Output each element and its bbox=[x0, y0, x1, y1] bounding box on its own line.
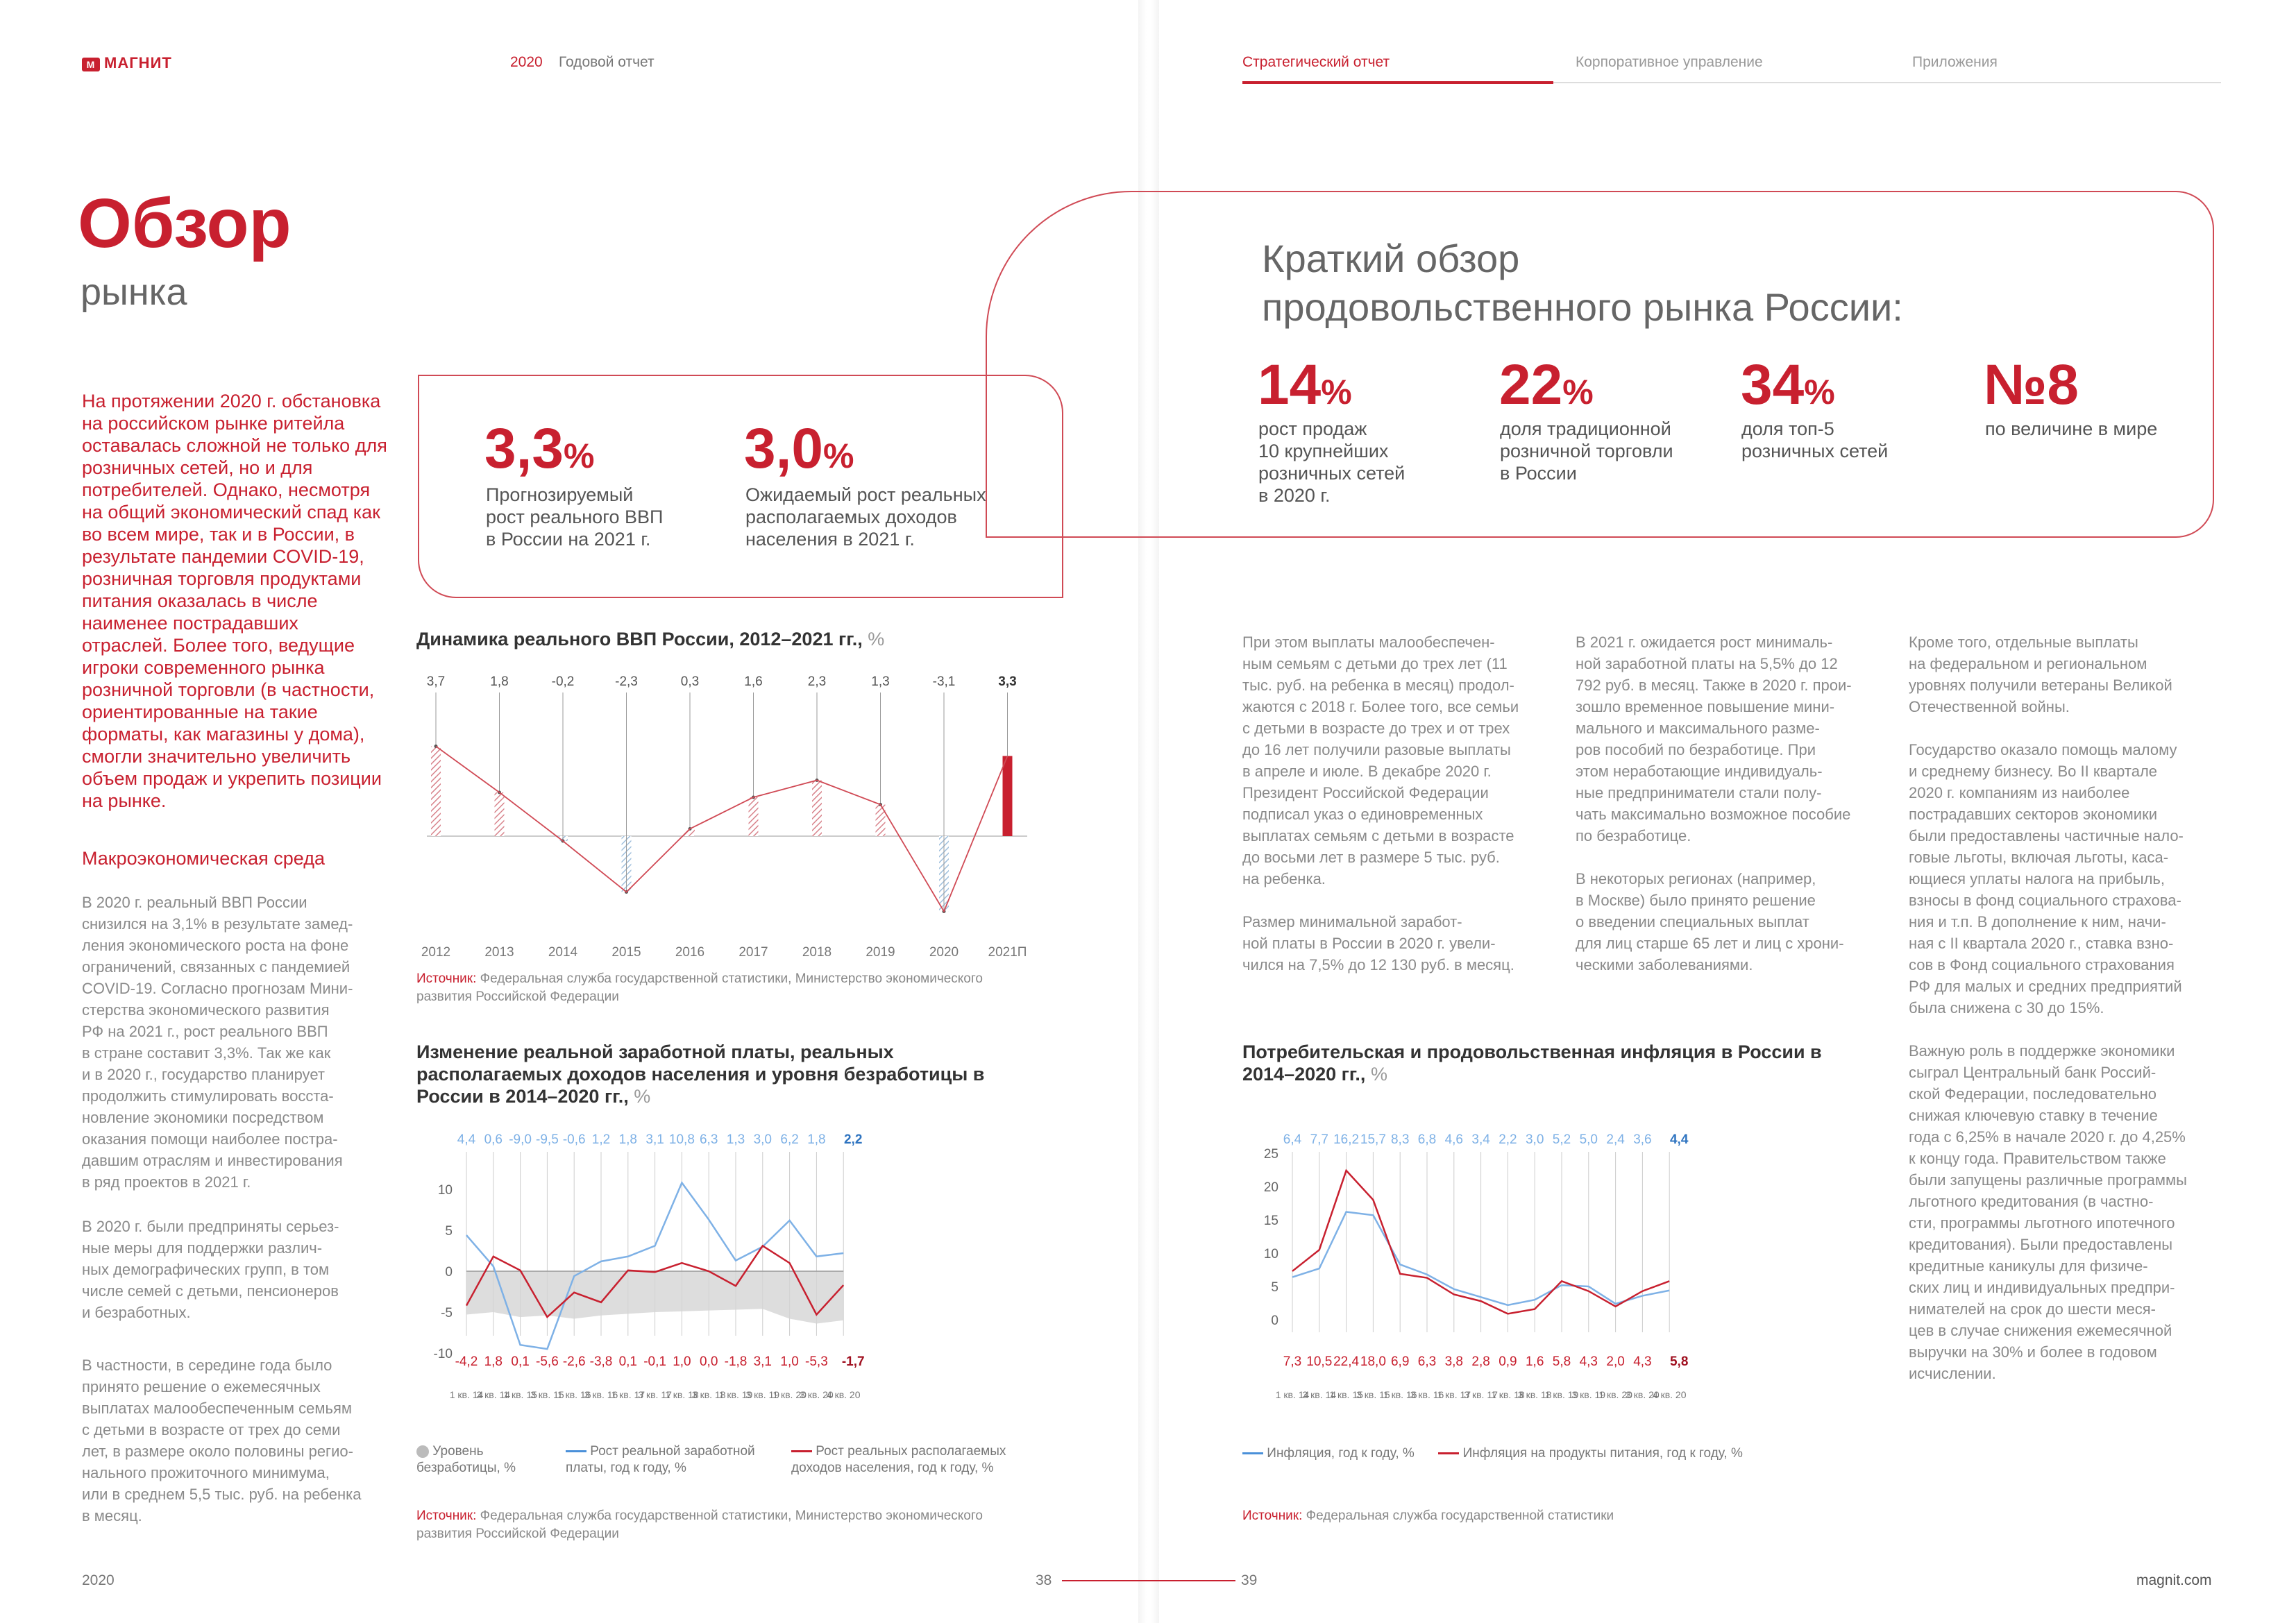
x-tick-label: 1 кв. 18 bbox=[1491, 1389, 1525, 1400]
data-label: 1,3 bbox=[871, 674, 890, 689]
data-label: -3,1 bbox=[932, 674, 956, 689]
data-label: 1,6 bbox=[744, 674, 763, 689]
y-tick-label: 5 bbox=[445, 1224, 453, 1239]
x-tick-label: 3 кв. 18 bbox=[1517, 1389, 1552, 1400]
x-tick-label: 2016 bbox=[675, 945, 705, 960]
data-label: 2,2 bbox=[843, 1132, 863, 1147]
data-label: 1,8 bbox=[490, 674, 509, 689]
data-label: -9,5 bbox=[536, 1132, 559, 1147]
data-label: 4,6 bbox=[1444, 1132, 1464, 1147]
x-tick-label: 1 кв. 20 bbox=[773, 1389, 807, 1400]
overview-kpi-3-text: доля топ-5 розничных сетей bbox=[1741, 418, 1889, 461]
nav-active-indicator bbox=[1242, 81, 1553, 84]
data-label: 1,6 bbox=[1525, 1354, 1544, 1369]
chart-inflation-source: Источник: Федеральная служба государственной статистики bbox=[1242, 1509, 1614, 1523]
data-label: 1,3 bbox=[726, 1132, 745, 1147]
legend-wages: Рост реальной заработной платы, год к году, % bbox=[566, 1444, 755, 1475]
header-year: 2020 bbox=[510, 54, 543, 70]
macro-paragraph-1: В 2020 г. реальный ВВП России снизился на 3,1% в результате замед- ления экономического роста на фоне ограничений, связанных с пандемией COVID-19. Согласно прогнозам Мини- стерства экономического развития РФ на 2021 г., рост реального ВВП в стране составит 3,3%. Так же как и в 2020 г., государство планирует продолжить стимулировать восста- новление экономики посредством оказания помощи наиболее постра- давшим отраслям и инвестирования в ряд проектов в 2021 г. bbox=[82, 894, 353, 1191]
data-label: -9,0 bbox=[509, 1132, 532, 1147]
nav-tab-governance[interactable]: Корпоративное управление bbox=[1576, 54, 1763, 70]
legend-unemployment: Уровень безработицы, % bbox=[416, 1444, 516, 1475]
x-tick-label: 2017 bbox=[738, 945, 768, 960]
x-tick-label: 2020 bbox=[929, 945, 959, 960]
data-label: 22,4 bbox=[1333, 1354, 1360, 1369]
data-label: 6,8 bbox=[1417, 1132, 1437, 1147]
x-tick-label: 3 кв. 15 bbox=[1356, 1389, 1390, 1400]
data-label: 7,7 bbox=[1310, 1132, 1329, 1147]
overview-kpi-1-value: 14% bbox=[1258, 353, 1352, 416]
trend-line bbox=[436, 747, 1008, 912]
x-tick-label: 3 кв. 17 bbox=[1464, 1389, 1498, 1400]
data-label: 4,3 bbox=[1633, 1354, 1652, 1369]
chart-inflation-legend bbox=[1242, 1445, 1867, 1462]
data-label: 16,2 bbox=[1333, 1132, 1360, 1147]
data-label: 0,1 bbox=[511, 1354, 530, 1369]
x-tick-label: 1 кв. 16 bbox=[557, 1389, 591, 1400]
data-label: -5,3 bbox=[805, 1354, 828, 1369]
macro-paragraph-2: В 2020 г. были предприняты серьез- ные меры для поддержки различ- ных демографических групп, в том числе семей с детьми, пенсионеров и безработных. bbox=[82, 1218, 339, 1321]
x-tick-label: 1 кв. 17 bbox=[611, 1389, 645, 1400]
data-label: -5,6 bbox=[536, 1354, 559, 1369]
bar bbox=[749, 797, 759, 836]
x-tick-label: 1 кв. 16 bbox=[1383, 1389, 1417, 1400]
chart-wages-title: Изменение реальной заработной платы, реальных располагаемых доходов населения и уровня безработицы в России в 2014–2020 гг., % bbox=[416, 1042, 985, 1107]
x-tick-label: 2012 bbox=[421, 945, 451, 960]
overview-title: Краткий обзор продовольственного рынка России: bbox=[1262, 237, 1903, 329]
nav-tab-appendix[interactable]: Приложения bbox=[1912, 54, 1998, 70]
footer-year: 2020 bbox=[82, 1572, 115, 1588]
chart-wages bbox=[416, 1124, 1041, 1409]
data-label: 18,0 bbox=[1360, 1354, 1386, 1369]
data-label: 1,8 bbox=[484, 1354, 503, 1369]
data-label: 1,8 bbox=[807, 1132, 826, 1147]
legend-food-inflation: Инфляция на продукты питания, год к году, % bbox=[1462, 1446, 1743, 1461]
data-label: 2,0 bbox=[1606, 1354, 1625, 1369]
y-tick-label: -10 bbox=[433, 1347, 453, 1361]
data-label: 1,2 bbox=[591, 1132, 611, 1147]
lead-paragraph: На протяжении 2020 г. обстановка на российском рынке ритейла оставалась сложной не только для розничных сетей, но и для потребителей. Однако, несмотря на общий экономический спад как во всем мире, так и в России, в результате пандемии COVID-19, розничная торговля продуктами питания оказалась в числе наименее пострадавших отраслей. Более того, ведущие игроки современного рынка розничной торговли (в частности, ориентированные на такие форматы, как магазины у дома), смогли значительно увеличить объем продаж и укрепить позиции на рынке. bbox=[82, 391, 387, 811]
data-label: 6,4 bbox=[1283, 1132, 1302, 1147]
legend-inflation: Инфляция, год к году, % bbox=[1267, 1446, 1415, 1461]
data-label: 3,1 bbox=[645, 1132, 664, 1147]
data-label: 7,3 bbox=[1283, 1354, 1302, 1369]
bar bbox=[431, 747, 441, 837]
data-label: -2,3 bbox=[615, 674, 638, 689]
data-label: 0,6 bbox=[484, 1132, 503, 1147]
data-label: 3,3 bbox=[998, 674, 1017, 689]
data-label: 8,3 bbox=[1390, 1132, 1410, 1147]
data-label: 2,2 bbox=[1499, 1132, 1517, 1147]
data-label: 6,3 bbox=[1417, 1354, 1437, 1369]
line-icon bbox=[566, 1450, 586, 1452]
x-tick-label: 3 кв. 19 bbox=[745, 1389, 780, 1400]
overview-kpi-4-value: №8 bbox=[1984, 353, 2079, 416]
x-tick-label: 1 кв. 17 bbox=[1437, 1389, 1471, 1400]
kpi-gdp-text: Прогнозируемый рост реального ВВП в России на 2021 г. bbox=[486, 484, 664, 550]
data-label: 0,0 bbox=[699, 1354, 718, 1369]
text-column-2: В 2021 г. ожидается рост минималь- ной заработной платы на 5,5% до 12 792 руб. в месяц. Также в 2020 г. прои- зошло временное повышение мини- мального и максимального разме- ров пособий по безработице. При этом неработающие индивидуаль- ные предприниматели стали полу- чать максимально возможное пособие по безработице. В некоторых регионах (например, в Москве) было принято решение о введении специальных выплат для лиц старше 65 лет и лиц с хрони- ческими заболеваниями. bbox=[1576, 634, 1852, 974]
x-tick-label: 2021П bbox=[988, 945, 1027, 960]
macro-paragraph-3: В частности, в середине года было принято решение о ежемесячных выплатах малообеспеченным семьям с детьми в возрасте от трех до семи лет, в размере около половины регио- нального прожиточного минимума, или в среднем 5,5 тыс. руб. на ребенка в месяц. bbox=[82, 1357, 362, 1524]
data-label: 15,7 bbox=[1360, 1132, 1386, 1147]
kpi-income-text: Ожидаемый рост реальных располагаемых доходов населения в 2021 г. bbox=[745, 484, 986, 550]
bar bbox=[812, 781, 822, 837]
brand-logo[interactable]: M МАГНИТ bbox=[82, 54, 172, 72]
chart-inflation-title: Потребительская и продовольственная инфляция в России в 2014–2020 гг., % bbox=[1242, 1042, 1822, 1085]
x-tick-label: 1 кв. 20 bbox=[1598, 1389, 1632, 1400]
chart-gdp-source: Источник: Федеральная служба государственной статистики, Министерство экономического развития Российской Федерации bbox=[416, 971, 983, 1004]
data-label: -1,7 bbox=[841, 1354, 865, 1369]
footer-divider bbox=[1062, 1580, 1235, 1581]
kpi-income-value: 3,0% bbox=[744, 417, 854, 480]
data-label: 3,0 bbox=[1525, 1132, 1544, 1147]
line-icon bbox=[791, 1450, 812, 1452]
header-report: Годовой отчет bbox=[559, 54, 655, 70]
data-label: -0,2 bbox=[551, 674, 575, 689]
data-label: 10,5 bbox=[1306, 1354, 1333, 1369]
x-tick-label: 4 кв. 20 bbox=[826, 1389, 861, 1400]
x-tick-label: 3 кв. 16 bbox=[584, 1389, 618, 1400]
data-label: 2,4 bbox=[1606, 1132, 1625, 1147]
page-number-right: 39 bbox=[1241, 1572, 1258, 1588]
data-label: -2,6 bbox=[562, 1354, 586, 1369]
x-tick-label: 1 кв. 15 bbox=[1329, 1389, 1363, 1400]
chart-wages-source: Источник: Федеральная служба государственной статистики, Министерство экономического развития Российской Федерации bbox=[416, 1509, 983, 1541]
data-label: 6,2 bbox=[780, 1132, 799, 1147]
data-label: 4,3 bbox=[1579, 1354, 1598, 1369]
data-label: 10,8 bbox=[668, 1132, 695, 1147]
data-label: 5,8 bbox=[1669, 1354, 1689, 1369]
x-tick-label: 4 кв. 20 bbox=[1652, 1389, 1687, 1400]
data-label: 1,8 bbox=[618, 1132, 638, 1147]
line-icon bbox=[1438, 1452, 1459, 1454]
data-label: 4,4 bbox=[1669, 1132, 1689, 1147]
footer-site[interactable]: magnit.com bbox=[2136, 1572, 2212, 1588]
x-tick-label: 1 кв. 15 bbox=[503, 1389, 537, 1400]
x-tick-label: 3 кв. 15 bbox=[530, 1389, 564, 1400]
data-label: 3,0 bbox=[753, 1132, 773, 1147]
data-label: 0,1 bbox=[618, 1354, 638, 1369]
x-tick-label: 1 кв. 14 bbox=[449, 1389, 484, 1400]
overview-kpi-2-text: доля традиционной розничной торговли в России bbox=[1500, 418, 1673, 484]
y-tick-label: 0 bbox=[445, 1265, 453, 1280]
legend-income: Рост реальных располагаемых доходов населения, год к году, % bbox=[791, 1444, 1006, 1475]
data-label: 2,8 bbox=[1471, 1354, 1490, 1369]
data-label: 0,3 bbox=[680, 674, 700, 689]
x-tick-label: 2018 bbox=[802, 945, 832, 960]
magnit-logo-icon: M bbox=[82, 58, 100, 71]
overview-kpi-1-text: рост продаж 10 крупнейших розничных сетей в 2020 г. bbox=[1258, 418, 1406, 506]
x-tick-label: 1 кв. 18 bbox=[665, 1389, 699, 1400]
data-label: 3,1 bbox=[753, 1354, 773, 1369]
data-label: 3,8 bbox=[1444, 1354, 1464, 1369]
y-tick-label: 15 bbox=[1263, 1214, 1278, 1228]
data-label: 5,0 bbox=[1579, 1132, 1598, 1147]
text-column-3: Кроме того, отдельные выплаты на федеральном и региональном уровнях получили ветераны Великой Отечественной войны. Государство оказало помощь малому и среднему бизнесу. Во II квартале 2020 г. компаниям из наиболее пострадавших секторов экономики были предоставлены частичные нало- говые льготы, включая льготы, каса- ющиеся уплаты налога на прибыль, взносы в фонд социального страхова- ния и т.п. В дополнение к ним, начи- ная с II квартала 2020 г., ставка взно- сов в Фонд социального страхования РФ для малых и средних предприятий была снижена с 30 до 15%. Важную роль в поддержке экономики сыграл Центральный банк Россий- ской Федерации, последовательно снижая ключевую ставку в течение года с 6,25% в начале 2020 г. до 4,25% к концу года. Правительством также были запущены различные программы льготного кредитования (в частно- сти, программы льготного ипотечного кредитования). Были предоставлены кредитные каникулы для физиче- ских лиц и индивидуальных предпри- нимателей на срок до шести меся- цев в случае снижения ежемесячной выручки на 30% и более в годовом исчислении. bbox=[1909, 634, 2187, 1382]
y-tick-label: 0 bbox=[1271, 1314, 1278, 1328]
x-tick-label: 1 кв. 19 bbox=[718, 1389, 753, 1400]
nav-tab-strategic[interactable]: Стратегический отчет bbox=[1242, 54, 1390, 70]
x-tick-label: 3 кв. 18 bbox=[691, 1389, 726, 1400]
data-label: -1,8 bbox=[724, 1354, 748, 1369]
data-label: 5,8 bbox=[1552, 1354, 1571, 1369]
x-tick-label: 3 кв. 16 bbox=[1410, 1389, 1444, 1400]
data-label: 3,6 bbox=[1633, 1132, 1652, 1147]
bar bbox=[1003, 756, 1013, 837]
chart-inflation bbox=[1242, 1124, 1867, 1409]
x-tick-label: 2013 bbox=[484, 945, 514, 960]
x-tick-label: 1 кв. 14 bbox=[1275, 1389, 1310, 1400]
overview-kpi-2-value: 22% bbox=[1499, 353, 1594, 416]
x-tick-label: 2015 bbox=[611, 945, 641, 960]
x-tick-label: 1 кв. 19 bbox=[1544, 1389, 1579, 1400]
data-label: 6,3 bbox=[699, 1132, 718, 1147]
data-label: -0,6 bbox=[562, 1132, 586, 1147]
x-tick-label: 3 кв. 14 bbox=[476, 1389, 511, 1400]
y-tick-label: 10 bbox=[1263, 1247, 1278, 1261]
y-tick-label: 5 bbox=[1271, 1280, 1278, 1295]
page-number-left: 38 bbox=[1036, 1572, 1052, 1588]
dot-icon bbox=[416, 1445, 429, 1458]
page-title: Обзор bbox=[78, 185, 292, 262]
data-label: 6,9 bbox=[1390, 1354, 1410, 1369]
y-tick-label: 25 bbox=[1263, 1147, 1278, 1162]
data-label: -4,2 bbox=[455, 1354, 478, 1369]
overview-kpi-3-value: 34% bbox=[1741, 353, 1835, 416]
kpi-gdp-value: 3,3% bbox=[484, 417, 595, 480]
y-tick-label: 10 bbox=[437, 1183, 453, 1198]
x-tick-label: 3 кв. 20 bbox=[1626, 1389, 1660, 1400]
x-tick-label: 3 кв. 14 bbox=[1302, 1389, 1337, 1400]
x-tick-label: 2019 bbox=[866, 945, 895, 960]
overview-kpi-4-text: по величине в мире bbox=[1985, 418, 2158, 439]
data-label: 2,3 bbox=[807, 674, 827, 689]
chart-gdp-title: Динамика реального ВВП России, 2012–2021 гг., % bbox=[416, 629, 885, 649]
data-label: 1,0 bbox=[780, 1354, 799, 1369]
data-label: 0,9 bbox=[1499, 1354, 1517, 1369]
data-label: -3,8 bbox=[589, 1354, 613, 1369]
line-icon bbox=[1242, 1452, 1263, 1454]
data-label: 4,4 bbox=[457, 1132, 476, 1147]
x-tick-label: 3 кв. 19 bbox=[1571, 1389, 1606, 1400]
x-tick-label: 3 кв. 20 bbox=[800, 1389, 834, 1400]
chart-gdp bbox=[416, 666, 1041, 965]
x-tick-label: 3 кв. 17 bbox=[638, 1389, 672, 1400]
text-column-1: При этом выплаты малообеспечен- ным семьям с детьми до трех лет (11 тыс. руб. на ребенка в месяц) продол- жаются с 2018 г. Более того, все семьи с детьми в возрасте до трех и от трех до 16 лет получили разовые выплаты в апреле и июле. В декабре 2020 г. Президент Российской Федерации подписал указ о единовременных выплатах семьям с детьми в возрасте до восьми лет в размере 5 тыс. руб. на ребенка. Размер минимальной заработ- ной платы в России в 2020 г. увели- чился на 7,5% до 12 130 руб. в месяц. bbox=[1242, 634, 1519, 974]
data-label: -0,1 bbox=[643, 1354, 666, 1369]
macro-heading: Макроэкономическая среда bbox=[82, 848, 325, 869]
x-tick-label: 2014 bbox=[548, 945, 578, 960]
data-label: 5,2 bbox=[1552, 1132, 1571, 1147]
data-label: 1,0 bbox=[673, 1354, 691, 1369]
data-label: 3,4 bbox=[1471, 1132, 1490, 1147]
bar bbox=[495, 792, 505, 836]
page-subtitle: рынка bbox=[81, 271, 187, 313]
y-tick-label: -5 bbox=[441, 1306, 453, 1320]
data-label: 3,7 bbox=[426, 674, 446, 689]
y-tick-label: 20 bbox=[1263, 1180, 1278, 1195]
